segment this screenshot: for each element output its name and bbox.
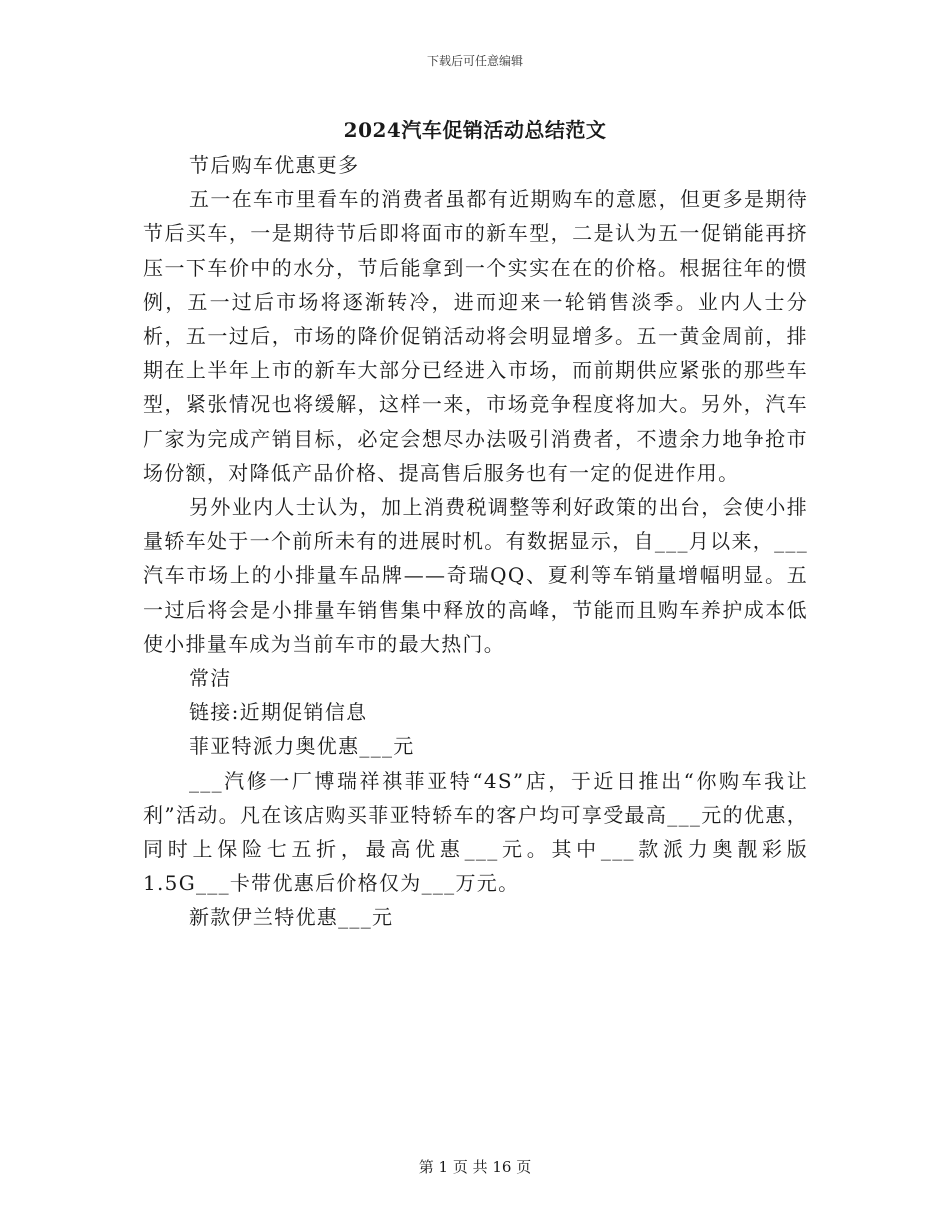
document-body bbox=[143, 148, 808, 935]
subheading-after-holiday: 节后购车优惠更多 bbox=[189, 153, 360, 177]
paragraph-industry-opinion: 另外业内人士认为，加上消费税调整等利好政策的出台，会使小排量轿车处于一个前所未有的进展时机。有数据显示，自___月以来，___汽车市场上的小排量车品牌——奇瑞QQ、夏利等车销量增幅明显。五一过后将会是小排量车销售集中释放的高峰，节能而且购车养护成本低使小排量车成为当前车市的最大热门。 bbox=[143, 495, 808, 656]
subheading-fiat: 菲亚特派力奥优惠___元 bbox=[189, 734, 415, 759]
paragraph-fiat-promo: ___汽修一厂博瑞祥祺菲亚特“4S”店，于近日推出“你购车我让利”活动。凡在该店购买菲亚特轿车的客户均可享受最高___元的优惠，同时上保险七五折，最高优惠___元。其中___款派力奥靓彩版1.5G___卡带优惠后价格仅为___万元。 bbox=[143, 768, 808, 896]
header-note: 下载后可任意编辑 bbox=[426, 54, 523, 68]
paragraph-market-analysis: 五一在车市里看车的消费者虽都有近期购车的意愿，但更多是期待节后买车，一是期待节后即将面市的新车型，二是认为五一促销能再挤压一下车价中的水分，节后能拿到一个实实在在的价格。根据往年的惯例，五一过后市场将逐渐转冷，进而迎来一轮销售淡季。业内人士分析，五一过后，市场的降价促销活动将会明显增多。五一黄金周前，排期在上半年上市的新车大部分已经进入市场，而前期供应紧张的那些车型，紧张情况也将缓解，这样一来，市场竞争程度将加大。另外，汽车厂家为完成产销目标，必定会想尽办法吸引消费者，不遗余力地争抢市场份额，对降低产品价格、提高售后服务也有一定的促进作用。 bbox=[143, 187, 808, 485]
author-name: 常洁 bbox=[189, 666, 232, 691]
subheading-elantra: 新款伊兰特优惠___元 bbox=[189, 905, 394, 930]
document-title: 2024汽车促销活动总结范文 bbox=[343, 118, 607, 142]
page-footer: 第 1 页 共 16 页 bbox=[418, 1158, 532, 1176]
link-heading: 链接:近期促销信息 bbox=[189, 700, 368, 725]
